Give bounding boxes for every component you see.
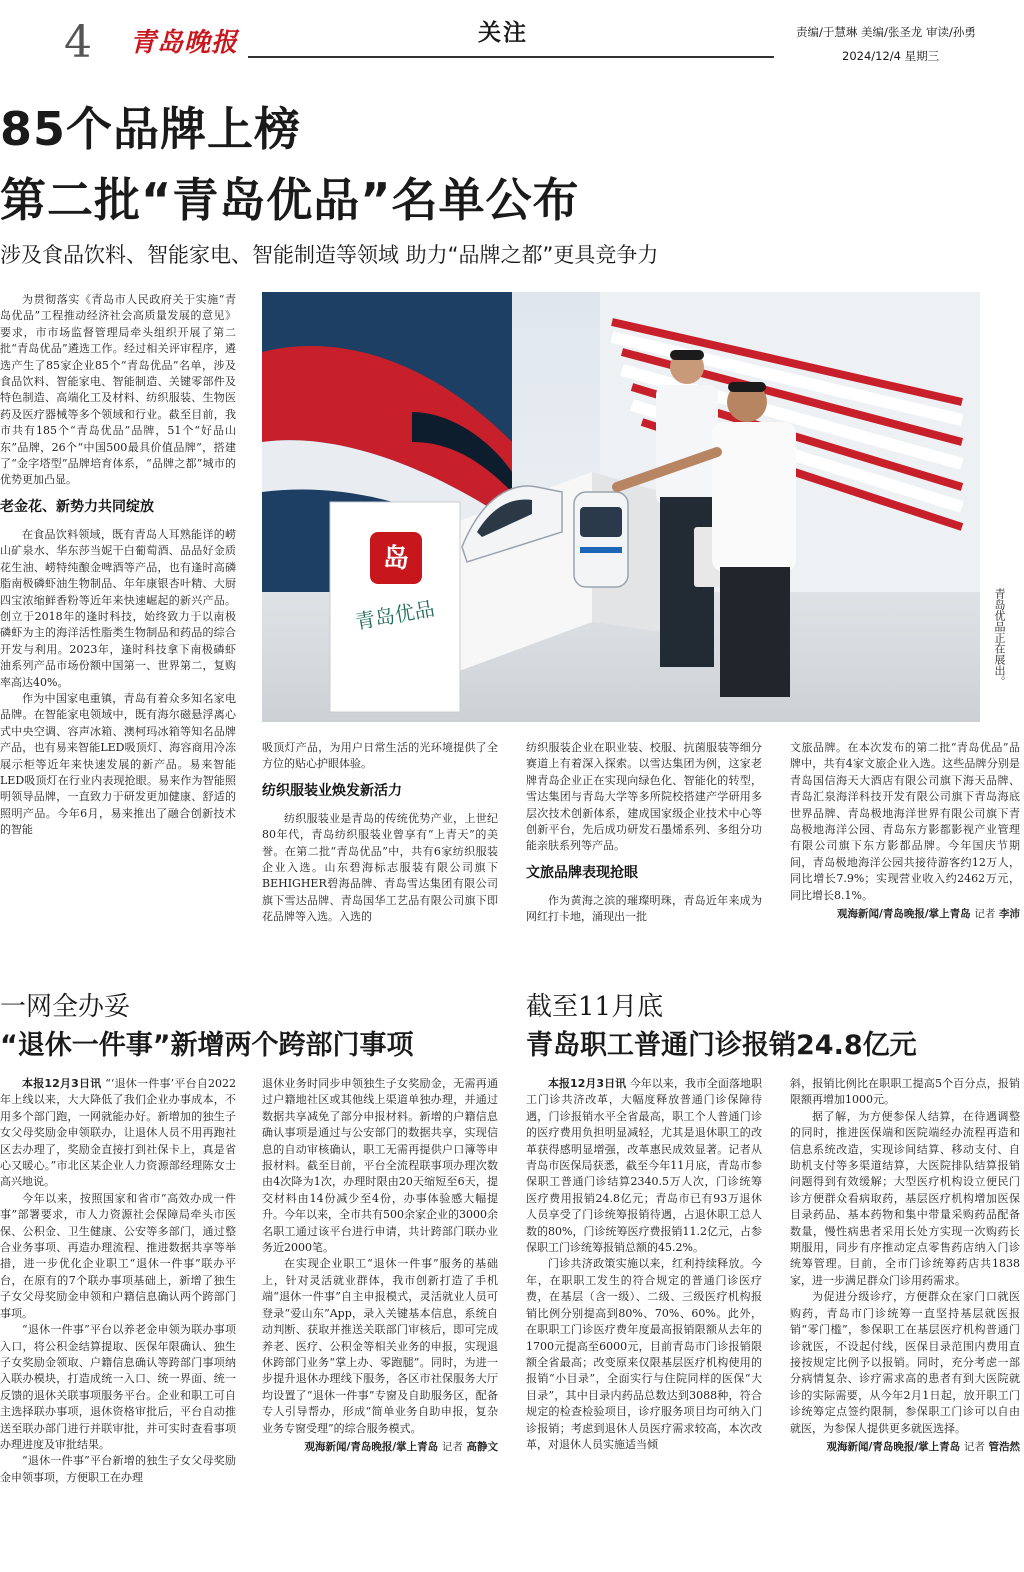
right-para: 斜，报销比例比在职职工提高5个百分点，报销限额再增加1000元。 [790,1077,1020,1107]
main-para: 为贯彻落实《青岛市人民政府关于实施“青岛优品”工程推动经济社会高质量发展的意见》要求，市市场监督管理局牵头组织开展了第二批“青岛优品”遴选工作。经过相关评审程序，遴选产生了85家企业85个“青岛优品”名单，涉及食品饮料、智能家电、智能制造、关键零部件及特色制造、高端化工及材料、纺织服装、生物医药及医疗器械等多个领域和行业。截至目前，我市共有185个“青岛优品”品牌，51个“好品山东”品牌，26个“中国500最具价值品牌”，搭建了“金字塔型”品牌培育体系，“品牌之都”城市的优势更加凸显。 [0,293,236,487]
main-headline-line2: 第二批“青岛优品”名单公布 [0,173,580,227]
byline-name: 高静文 [466,1440,498,1453]
left-para: “退休一件事”平台新增的独生子女父母奖励金申领事项，方便职工在办理 [0,1454,236,1484]
page-number: 4 [64,17,92,68]
left-para [0,1076,236,1191]
right-col-C [526,1076,762,1570]
right-para: 门诊共济政策实施以来，红利持续释放。今年，在职职工发生的符合规定的普通门诊医疗费，在基层（含一级）、二级、三级医疗机构报销比例分别提高到80%、70%、60%。此外，在职职工门诊医疗费年度最高报销限额从去年的1700元提高至6000元，目前青岛市门诊报销限额全省最高；改变原来仅限基层医疗机构使用的报销“小目录”，全面实行与住院同样的医保“大目录”，其中目录内药品总数达到3088种，符合规定的检查检验项目，诊疗服务项目均可纳入门诊报销；考虑到退休人员医疗需求较高，本次改革，对退休人员实施适当倾 [526,1257,762,1451]
section-title: 关注 [478,20,528,46]
left-col-B [262,1076,498,1570]
byline [262,1439,498,1455]
dateline: 本报12月3日讯 [548,1077,627,1090]
right-para [526,1076,762,1256]
main-para: 吸顶灯产品，为用户日常生活的光环境提供了全方位的贴心护眼体验。 [262,741,498,771]
left-para: 今年以来，按照国家和省市“高效办成一件事”部署要求，市人力资源社会保障局牵头市医保、公积金、卫生健康、公安等多部门，通过整合业务事项、再造办理流程、推进数据共享等举措，进一步优化企业职工“退休一件事”联办平台，在原有的7个联办事项基础上，新增了独生子女父母奖励金申领和户籍信息确认两个跨部门事项。 [0,1191,236,1320]
left-para: 退休业务时同步申领独生子女奖励金，无需再通过户籍地社区或其他线上渠道单独办理，并通过数据共享减免了部分申报材料。新增的户籍信息确认事项是通过与公安部门的数据共享，实现信息的自动审核确认，职工无需再提供户口簿等申报材料。截至目前，平台全流程联事项办理次数由4次降为1次，办理时限由20天缩短至6天，提交材料由14份减少至4份，办事体验感大幅提升。今年以来，全市共有500余家企业的3000余名职工通过该平台进行申请，共计跨部门联办业务近2000笔。 [262,1077,498,1255]
main-para: 在食品饮料领域，既有青岛人耳熟能详的崂山矿泉水、华东莎当妮干白葡萄酒、品品好金质花生油、崂特纯酿金啤酒等产品，也有逢时高磷脂南极磷虾油生物制品、年年康银杏叶精、大厨四宝浓缩鲜香粉等近年来快速崛起的新兴产品。创立于2018年的逢时科技，始终致力于以南极磷虾为主的海洋活性脂类生物制品和药品的综合开发与利用。2023年，逢时科技拿下南极磷虾油系列产品市场份额中国第一、世界第二，复购率高达40%。 [0,527,236,689]
byline-name: 李沛 [999,908,1020,921]
main-headline-line1: 85个品牌上榜 [0,102,302,156]
main-para: 纺织服装业是青岛的传统优势产业，上世纪80年代，青岛纺织服装业曾享有“上青天”的美誉。在第二批“青岛优品”中，共有6家纺织服装企业入选。山东碧海标志服装有限公司旗下BEHIGHER碧海品牌、青岛雪达集团有限公司旗下雪达品牌、青岛国华工艺品有限公司旗下即花品牌等入选。入选的 [262,811,498,924]
right-headline: 青岛职工普通门诊报销24.8亿元 [526,1030,917,1061]
main-para: 作为中国家电重镇，青岛有着众多知名家电品牌。在智能家电领域中，既有海尔磁悬浮离心式中央空调、容声冰箱、澳柯玛冰箱等知名品牌产品，也有易来智能LED吸顶灯、海容商用冷冻展示柜等近年来快速发展的新产品。易来智能LED吸顶灯在行业内表现抢眼。易来作为智能照明领导品牌，一直致力于研发更加健康、舒适的照明产品。今年6月，易来推出了融合创新技术的智能 [0,691,236,837]
main-col-3 [526,740,762,972]
right-col-D [790,1076,1020,1570]
main-col-2 [262,740,498,972]
paper-masthead-logo [130,22,238,59]
right-kicker: 截至11月底 [526,992,664,1022]
main-para: 文旅品牌。在本次发布的第二批“青岛优品”品牌中，共有4家文旅企业入选。这些品牌分别是青岛国信海天大酒店有限公司旗下海天品牌、青岛汇泉海洋科技开发有限公司旗下青岛海底世界品牌、青岛极地海洋世界有限公司旗下青岛极地海洋公园、青岛东方影都影视产业管理有限公司旗下东方影都品牌。今年国庆节期间，青岛极地海洋公园共接待游客约12万人，同比增长7.9%；实现营业收入约2462万元，同比增长8.1%。 [790,741,1020,902]
byline-role: 记者 [441,1440,463,1453]
date-line: 2024/12/4 星期三 [842,49,940,63]
left-col-A [0,1076,236,1570]
left-para: 在实现企业职工“退休一件事”服务的基础上，针对灵活就业群体，我市创新打造了手机端“退休一件事”自主申报模式，灵活就业人员可登录“爱山东”App，录入关键基本信息，系统自动判断、获取并推送关联部门审核后，即可完成养老、医疗、公积金等相关业务的申报，实现退休跨部门业务“掌上办、零跑腿”。同时，为进一步提升退休办理线下服务，各区市社保服务大厅均设置了“退休一件事”专窗及自助服务区，配备专人引导帮办，形成“简单业务自助申报，复杂业务专窗受理”的综合服务模式。 [262,1257,498,1435]
byline-org: 观海新闻/青岛晚报/掌上青岛 [826,1440,961,1453]
byline-org: 观海新闻/青岛晚报/掌上青岛 [837,908,971,921]
photo-sign-text: 青岛优品 [353,596,437,634]
header-rule [248,56,774,58]
right-para: 为促进分级诊疗，方便群众在家门口就医购药，青岛市门诊统筹一直坚持基层就医报销“零门槛”，参保职工在基层医疗机构普通门诊就医，不设起付线，医保目录范围内费用直接按规定比例予以报销。同时，充分考虑一部分病情复杂、诊疗需求高的患者有到大医院就诊的实际需要，从今年2月1日起，放开职工门诊统筹定点签约限制，参保职工门诊可以自由就医，为参保人提供更多就医选择。 [790,1290,1020,1435]
left-para: “退休一件事”平台以养老金申领为联办事项入口，将公积金结算提取、医保年限确认、独生子女奖励金领取、户籍信息确认等跨部门事项纳入联办模块，打造成统一入口、统一界面、统一反馈的退休关联事项服务平台。企业和职工可自主选择联办事项，退休资格审批后，平台自动推送至联办部门进行并联审批，并可实时查看事项办理进度及审批结果。 [0,1323,236,1451]
svg-text:岛: 岛 [382,544,410,574]
dateline: 本报12月3日讯 [22,1077,102,1090]
right-para: 据了解，为方便参保人结算，在待遇调整的同时，推进医保端和医院端经办流程再造和信息系统改造，实现诊间结算、移动支付、自助机支付等多渠道结算，大医院排队结算报销问题得到有效缓解；大型医疗机构设立便民门诊方便群众看病取药，基层医疗机构增加医保目录药品、基本药物和集中带量采购药品配备数量，慢性病患者采用长处方实现一次购药长期服用，同步有序推动定点零售药店纳入门诊统筹管理。目前，全市门诊统筹药店共1838家，进一步满足群众门诊用药需求。 [790,1109,1020,1287]
left-kicker: 一网全办妥 [0,992,131,1022]
paper-name: 青岛晚报 [130,28,239,58]
qingdao-youpin-logo [370,532,422,584]
exhibition-photo [262,292,980,722]
main-col-4 [790,740,1020,972]
lead-text: 今年以来，我市全面落地职工门诊共济改革，大幅度释放普通门诊保障待遇，门诊报销水平全省最高，职工个人普通门诊的医疗费用负担明显减轻，尤其是退休职工的改革获得感明显增强，改革惠民成效显著。记者从青岛市医保局获悉，截至今年11月底，青岛市参保职工普通门诊结算2340.5万人次，门诊统筹医疗费用报销24.8亿元；青岛市已有93万退休人员享受了门诊统筹报销待遇，占退休职工总人数的80%，门诊统筹医疗费报销11.2亿元，占参保职工门诊统筹报销总额的45.2%。 [526,1077,762,1255]
subhead-old-new: 老金花、新势力共同绽放 [0,498,154,515]
byline-role: 记者 [974,908,996,921]
main-para: 纺织服装企业在职业装、校服、抗菌服装等细分赛道上有着深入探索。以雪达集团为例，这家老牌青岛企业正在实现向绿色化、智能化的转型，雪达集团与青岛大学等多所院校搭建产学研用多层次技术创新体系，建成国家级企业技术中心等创新平台，先后成功研发石墨烯系列、多组分功能亲肤系列等产品。 [526,741,762,853]
main-subtitle: 涉及食品饮料、智能家电、智能制造等领域 助力“品牌之都”更具竞争力 [0,243,659,267]
left-headline: “退休一件事”新增两个跨部门事项 [0,1030,414,1061]
byline-org: 观海新闻/青岛晚报/掌上青岛 [304,1440,439,1453]
byline-name: 管浩然 [988,1440,1020,1453]
lead-text: “‘退休一件事’平台自2022年上线以来，大大降低了我们企业办事成本，不用多个部门跑，一网就能办好。新增加的独生子女父母奖励金申领联办，让退休人员不用再跑社区去办理了，奖励金直接打到社保卡上，真是省心又暖心。”市北区某企业人力资源部经理陈女士高兴地说。 [0,1077,236,1189]
subhead-textile: 纺织服装业焕发新活力 [262,782,402,799]
byline [790,1439,1020,1455]
editors-line: 责编/于慧琳 美编/张圣龙 审读/孙勇 [796,25,976,39]
byline [790,906,1020,922]
byline-role: 记者 [963,1440,985,1453]
main-col-1 [0,292,236,972]
subhead-tourism: 文旅品牌表现抢眼 [526,864,638,881]
main-para: 作为黄海之滨的璀璨明珠，青岛近年来成为网红打卡地，涌现出一批 [526,893,762,924]
photo-caption: 青岛优品正在展出。 [993,588,1006,687]
